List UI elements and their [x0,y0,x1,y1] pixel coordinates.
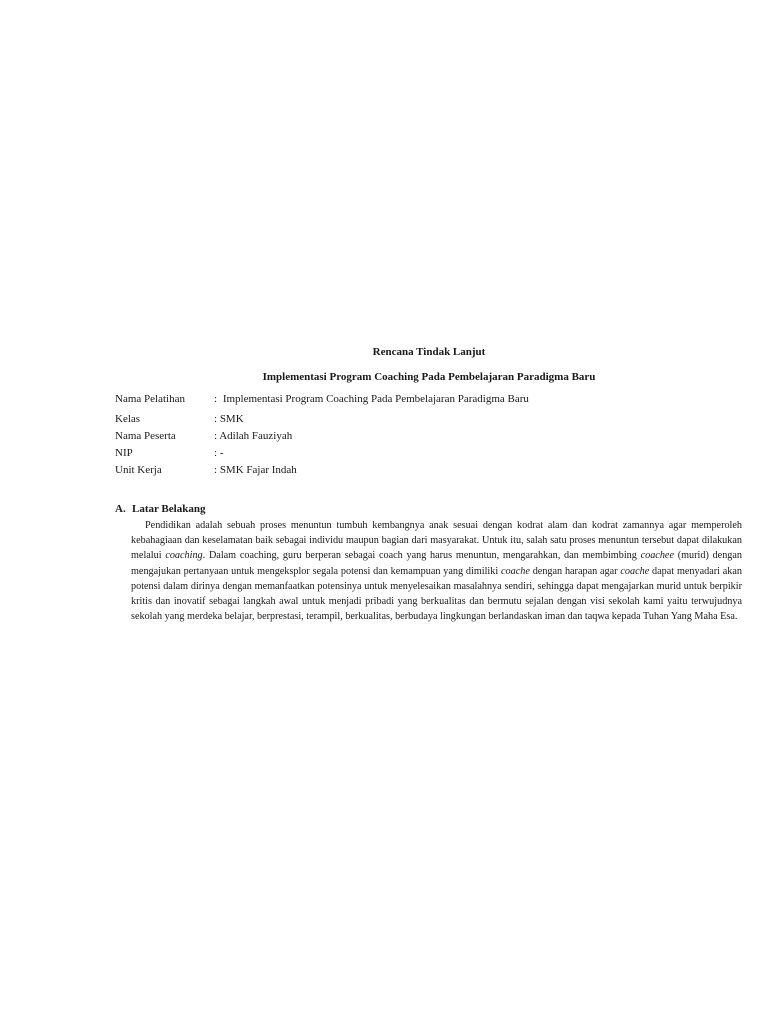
colon: : [214,430,218,442]
paragraph-text: (murid) dengan mengajukan pertanyaan untuk mengeksplor segala potensi dan kemampuan yang dimiliki [131,550,742,577]
info-label: Nama Pelatihan [115,393,185,405]
paragraph-text: Pendidikan adalah sebuah proses menuntun tumbuh kembangnya anak sesuai dengan kodrat alam dan kodrat zamannya agar memperoleh kebahagiaan dan keselamatan baik sebagai individu maupun bagian dari masyarakat. Untuk itu, salah satu proses menuntun tersebut dapat dilakukan melalui [131,520,742,562]
info-value-wrap [214,430,292,442]
document-subtitle: Implementasi Program Coaching Pada Pembelajaran Paradigma Baru [262,371,596,383]
section-a-paragraph [131,518,742,624]
info-value: SMK Fajar Indah [219,464,297,476]
info-value: - [219,447,224,459]
info-label: Kelas [115,413,141,425]
info-value: SMK [219,413,244,425]
info-value-wrap [214,447,223,459]
section-title: Latar Belakang [132,503,206,515]
info-label: Nama Peserta [115,430,176,442]
colon: : [214,464,218,476]
italic-term: coachee [640,550,674,562]
document-title: Rencana Tindak Lanjut [372,346,486,358]
paragraph-text: dengan harapan agar [529,565,621,577]
info-label: Unit Kerja [115,464,162,476]
info-label: NIP [115,447,133,459]
info-value: Implementasi Program Coaching Pada Pembelajaran Paradigma Baru [222,393,529,405]
info-value: Adilah Fauziyah [219,430,293,442]
section-number: A. [115,503,126,515]
colon: : [214,447,218,459]
colon: : [214,413,218,425]
paragraph-text: dapat menyadari akan potensi dalam dirinya dengan memanfaatkan potensinya untuk menyelesaikan masalahnya sendiri, sehingga dapat mengajarkan murid untuk berpikir kritis dan inovatif sebagai langkah awal untuk menjadi pribadi yang berkualitas dan bermutu sejalan dengan visi sekolah kami yaitu terwujudnya sekolah yang merdeka belajar, berprestasi, terampil, berkualitas, berbudaya lingkungan berlandaskan iman dan taqwa kepada Tuhan Yang Maha Esa. [131,565,742,623]
colon: : [214,393,220,405]
info-value-wrap [214,413,244,425]
italic-term: coache [501,565,530,577]
info-value-wrap [214,393,529,405]
info-value-wrap [214,464,297,476]
paragraph-text: . Dalam coaching, guru berperan sebagai coach yang harus menuntun, mengarahkan, dan membimbing [202,550,641,562]
italic-term: coache [620,565,650,577]
italic-term: coaching [165,550,203,562]
section-a-heading [115,503,205,515]
